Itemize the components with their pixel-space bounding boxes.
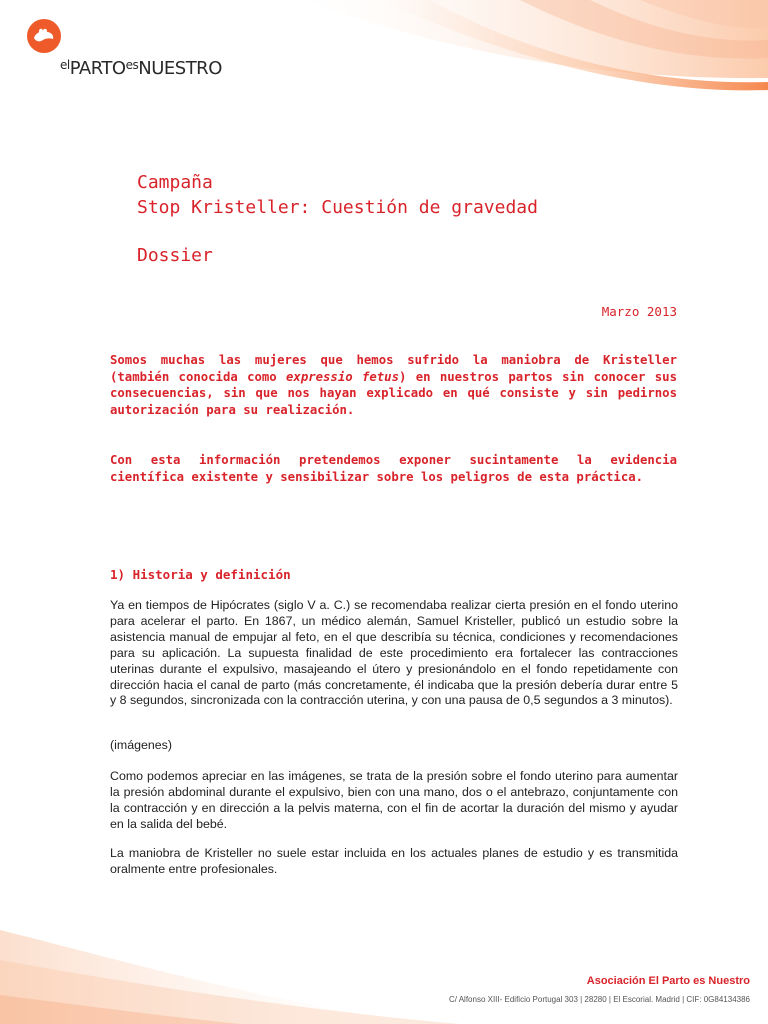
- title-line-dossier: Dossier: [137, 245, 213, 266]
- hand-heart-logo-icon: [26, 18, 62, 54]
- document-date: Marzo 2013: [601, 304, 677, 319]
- intro-paragraph-2: Con esta información pretendemos exponer sucintamente la evidencia científica existente y sensibilizar sobre los peligros de esta práctica.: [110, 453, 677, 484]
- body-paragraph-3: Como podemos apreciar en las imágenes, se trata de la presión sobre el fondo uterino para aumentar la presión abdominal durante el expulsivo, bien con una mano, dos o el antebrazo, conjuntamente con la contracción y en dirección a la pelvis materna, con el fin de acortar la duración del mismo y ayudar en la salida del bebé.: [110, 769, 678, 831]
- intro-paragraph-1: Somos muchas las mujeres que hemos sufrido la maniobra de Kristeller (también conocida como expressio fetus) en nuestros partos sin conocer sus consecuencias, sin que nos hayan explicado en qué consiste y sin pedirnos autorización para su realización.: [110, 353, 677, 417]
- body-paragraph-1: Ya en tiempos de Hipócrates (siglo V a. C.) se recomendaba realizar cierta presión en el fondo uterino para acelerar el parto. En 1867, un médico alemán, Samuel Kristeller, publicó un estudio sobre la asistencia manual de empujar al feto, en el que describía su técnica, condiciones y recomendaciones para su aplicación. La supuesta finalidad de este procedimiento era fortalecer las contracciones uterinas durante el expulsivo, masajeando el útero y presionándolo en el fondo repetidamente con dirección hacia el canal de parto (más concretamente, él indicaba que la presión debería durar entre 5 y 8 segundos, sincronizada con la contracción uterina, y con una pausa de 0,5 segundos a 3 minutos).: [110, 598, 678, 708]
- title-line-subject: Stop Kristeller: Cuestión de gravedad: [137, 196, 538, 218]
- title-line-campaign: Campaña: [137, 172, 213, 193]
- section-heading-history: 1) Historia y definición: [110, 567, 291, 582]
- document-title: [137, 171, 538, 269]
- footer-organization-name: Asociación El Parto es Nuestro: [586, 975, 750, 987]
- body-paragraph-images-placeholder: (imágenes): [110, 738, 172, 752]
- organization-logo: [26, 14, 266, 79]
- logo-wordmark: $^{el}PARTO^{es}NUESTRO$: [60, 58, 222, 79]
- footer-address: C/ Alfonso XIII- Edificio Portugal 303 | 28280 | El Escorial. Madrid | CIF: 0G84134386: [448, 995, 750, 1004]
- body-paragraph-4: La maniobra de Kristeller no suele estar incluida en los actuales planes de estudio y es transmitida oralmente entre profesionales.: [110, 846, 678, 876]
